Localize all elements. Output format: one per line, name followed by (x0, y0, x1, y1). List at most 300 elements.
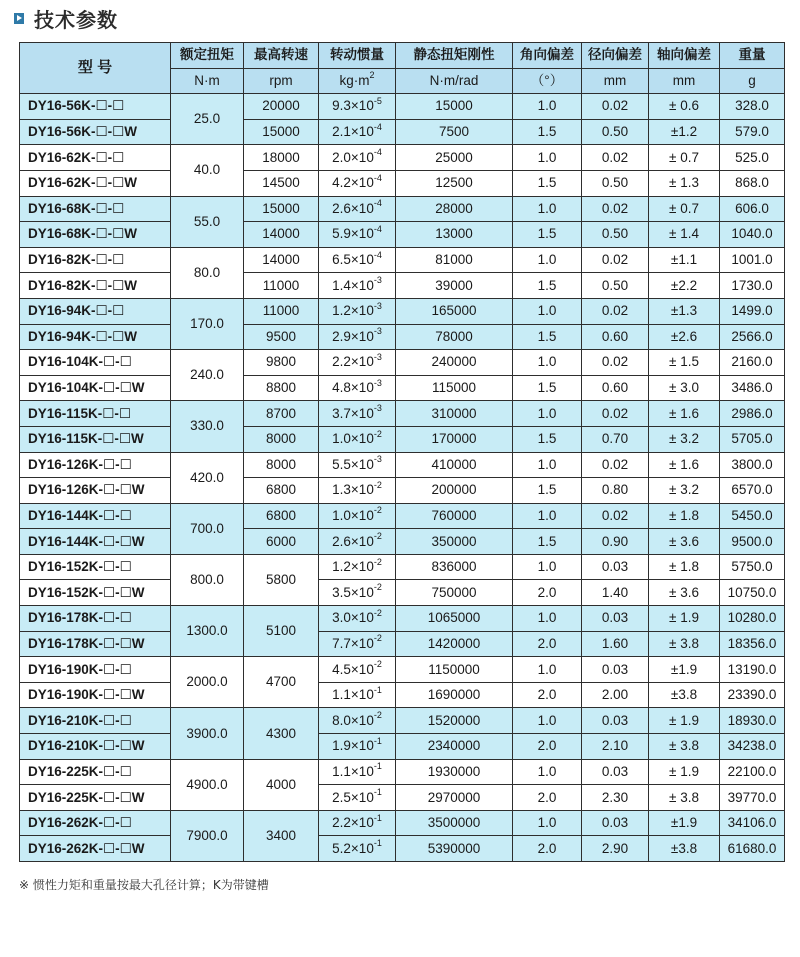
inertia-cell: $1.0\times 10^{-2}$ (319, 503, 396, 529)
model-cell: DY16-190K-☐-☐ (20, 657, 171, 683)
inertia-cell: $2.1\times 10^{-4}$ (319, 119, 396, 145)
torque-cell: 240.0 (171, 350, 244, 401)
angular-cell: 1.5 (513, 273, 582, 299)
angular-cell: 1.0 (513, 759, 582, 785)
header-axial: 轴向偏差 (649, 43, 720, 69)
table-row (20, 580, 785, 606)
stiffness-cell: 1420000 (396, 631, 513, 657)
weight-cell: 5450.0 (720, 503, 785, 529)
angular-cell: 1.0 (513, 298, 582, 324)
header-inertia: 转动惯量 (319, 43, 396, 69)
unit-weight: g (720, 68, 785, 94)
angular-cell: 1.0 (513, 401, 582, 427)
model-cell: DY16-82K-☐-☐ (20, 247, 171, 273)
model-cell: DY16-115K-☐-☐ (20, 401, 171, 427)
inertia-cell: $4.5\times 10^{-2}$ (319, 657, 396, 683)
axial-cell: ±3.8 (649, 682, 720, 708)
angular-cell: 1.0 (513, 810, 582, 836)
model-cell: DY16-178K-☐-☐W (20, 631, 171, 657)
inertia-cell: $2.6\times 10^{-2}$ (319, 529, 396, 555)
weight-cell: 579.0 (720, 119, 785, 145)
axial-cell: ± 3.6 (649, 580, 720, 606)
radial-cell: 0.02 (582, 350, 649, 376)
inertia-cell: $4.8\times 10^{-3}$ (319, 375, 396, 401)
inertia-cell: $9.3\times 10^{-5}$ (319, 94, 396, 120)
table-row (20, 170, 785, 196)
footnote: ※ 惯性力矩和重量按最大孔径计算；K为带键槽 (19, 878, 269, 892)
torque-cell: 7900.0 (171, 810, 244, 861)
axial-cell: ± 0.7 (649, 196, 720, 222)
inertia-cell: $1.3\times 10^{-2}$ (319, 478, 396, 504)
radial-cell: 0.50 (582, 222, 649, 248)
torque-cell: 80.0 (171, 247, 244, 298)
angular-cell: 1.0 (513, 503, 582, 529)
speed-cell: 5800 (244, 554, 319, 605)
model-cell: DY16-144K-☐-☐W (20, 529, 171, 555)
weight-cell: 2160.0 (720, 350, 785, 376)
torque-cell: 800.0 (171, 554, 244, 605)
axial-cell: ± 3.8 (649, 631, 720, 657)
table-row (20, 375, 785, 401)
radial-cell: 0.02 (582, 196, 649, 222)
unit-angular: （°） (513, 68, 582, 94)
radial-cell: 2.30 (582, 785, 649, 811)
model-cell: DY16-68K-☐-☐W (20, 222, 171, 248)
radial-cell: 0.60 (582, 324, 649, 350)
table-row (20, 631, 785, 657)
play-triangle-icon (14, 13, 24, 24)
stiffness-cell: 115000 (396, 375, 513, 401)
stiffness-cell: 165000 (396, 298, 513, 324)
stiffness-cell: 28000 (396, 196, 513, 222)
stiffness-cell: 1065000 (396, 606, 513, 632)
radial-cell: 0.50 (582, 119, 649, 145)
inertia-cell: $2.2\times 10^{-1}$ (319, 810, 396, 836)
radial-cell: 0.02 (582, 94, 649, 120)
table-row (20, 529, 785, 555)
torque-cell: 1300.0 (171, 606, 244, 657)
table-row (20, 657, 785, 683)
inertia-cell: $1.2\times 10^{-2}$ (319, 554, 396, 580)
model-cell: DY16-262K-☐-☐W (20, 836, 171, 862)
speed-cell: 11000 (244, 273, 319, 299)
axial-cell: ± 1.9 (649, 606, 720, 632)
table-row (20, 426, 785, 452)
weight-cell: 328.0 (720, 94, 785, 120)
torque-cell: 2000.0 (171, 657, 244, 708)
angular-cell: 1.0 (513, 247, 582, 273)
header-row (20, 43, 785, 69)
axial-cell: ± 1.9 (649, 759, 720, 785)
speed-cell: 8000 (244, 452, 319, 478)
table-row (20, 734, 785, 760)
stiffness-cell: 1150000 (396, 657, 513, 683)
unit-torque: N·m (171, 68, 244, 94)
torque-cell: 700.0 (171, 503, 244, 554)
table-row (20, 298, 785, 324)
speed-cell: 6800 (244, 478, 319, 504)
speed-cell: 8000 (244, 426, 319, 452)
inertia-cell: $2.6\times 10^{-4}$ (319, 196, 396, 222)
radial-cell: 0.03 (582, 708, 649, 734)
stiffness-cell: 836000 (396, 554, 513, 580)
table-row (20, 145, 785, 171)
table-row (20, 350, 785, 376)
model-cell: DY16-62K-☐-☐ (20, 145, 171, 171)
angular-cell: 1.5 (513, 119, 582, 145)
table-row (20, 554, 785, 580)
unit-speed: rpm (244, 68, 319, 94)
table-row (20, 247, 785, 273)
radial-cell: 2.10 (582, 734, 649, 760)
model-cell: DY16-152K-☐-☐W (20, 580, 171, 606)
weight-cell: 3486.0 (720, 375, 785, 401)
model-cell: DY16-56K-☐-☐ (20, 94, 171, 120)
weight-cell: 6570.0 (720, 478, 785, 504)
section-title (14, 4, 118, 32)
angular-cell: 1.5 (513, 426, 582, 452)
radial-cell: 0.02 (582, 298, 649, 324)
stiffness-cell: 170000 (396, 426, 513, 452)
model-cell: DY16-104K-☐-☐ (20, 350, 171, 376)
speed-cell: 9800 (244, 350, 319, 376)
model-cell: DY16-62K-☐-☐W (20, 170, 171, 196)
stiffness-cell: 1690000 (396, 682, 513, 708)
speed-cell: 14000 (244, 247, 319, 273)
angular-cell: 1.0 (513, 657, 582, 683)
section-title-text: 技术参数 (34, 7, 118, 32)
angular-cell: 2.0 (513, 836, 582, 862)
table-row (20, 836, 785, 862)
weight-cell: 39770.0 (720, 785, 785, 811)
speed-cell: 6000 (244, 529, 319, 555)
inertia-cell: $6.5\times 10^{-4}$ (319, 247, 396, 273)
weight-cell: 61680.0 (720, 836, 785, 862)
speed-cell: 4000 (244, 759, 319, 810)
table-row (20, 119, 785, 145)
header-speed: 最高转速 (244, 43, 319, 69)
inertia-cell: $5.5\times 10^{-3}$ (319, 452, 396, 478)
radial-cell: 0.50 (582, 170, 649, 196)
axial-cell: ± 1.8 (649, 503, 720, 529)
axial-cell: ± 1.4 (649, 222, 720, 248)
radial-cell: 0.02 (582, 452, 649, 478)
weight-cell: 10750.0 (720, 580, 785, 606)
model-cell: DY16-94K-☐-☐ (20, 298, 171, 324)
angular-cell: 1.5 (513, 529, 582, 555)
header-model: 型 号 (20, 43, 171, 94)
axial-cell: ±2.6 (649, 324, 720, 350)
angular-cell: 1.0 (513, 350, 582, 376)
axial-cell: ± 1.9 (649, 708, 720, 734)
radial-cell: 0.02 (582, 145, 649, 171)
table-row (20, 708, 785, 734)
speed-cell: 4300 (244, 708, 319, 759)
stiffness-cell: 1930000 (396, 759, 513, 785)
weight-cell: 3800.0 (720, 452, 785, 478)
stiffness-cell: 81000 (396, 247, 513, 273)
model-cell: DY16-210K-☐-☐ (20, 708, 171, 734)
stiffness-cell: 3500000 (396, 810, 513, 836)
header-radial: 径向偏差 (582, 43, 649, 69)
model-cell: DY16-56K-☐-☐W (20, 119, 171, 145)
weight-cell: 10280.0 (720, 606, 785, 632)
model-cell: DY16-178K-☐-☐ (20, 606, 171, 632)
stiffness-cell: 310000 (396, 401, 513, 427)
inertia-cell: $2.9\times 10^{-3}$ (319, 324, 396, 350)
unit-inertia: $kg\cdot m^2$ (319, 68, 396, 94)
stiffness-cell: 240000 (396, 350, 513, 376)
radial-cell: 2.90 (582, 836, 649, 862)
model-cell: DY16-94K-☐-☐W (20, 324, 171, 350)
model-cell: DY16-152K-☐-☐ (20, 554, 171, 580)
inertia-cell: $3.5\times 10^{-2}$ (319, 580, 396, 606)
spec-table (19, 42, 785, 862)
table-row (20, 452, 785, 478)
weight-cell: 18930.0 (720, 708, 785, 734)
radial-cell: 1.40 (582, 580, 649, 606)
torque-cell: 40.0 (171, 145, 244, 196)
speed-cell: 15000 (244, 196, 319, 222)
weight-cell: 9500.0 (720, 529, 785, 555)
axial-cell: ± 3.8 (649, 785, 720, 811)
weight-cell: 18356.0 (720, 631, 785, 657)
axial-cell: ±1.9 (649, 657, 720, 683)
radial-cell: 0.50 (582, 273, 649, 299)
radial-cell: 0.02 (582, 503, 649, 529)
weight-cell: 13190.0 (720, 657, 785, 683)
angular-cell: 2.0 (513, 734, 582, 760)
stiffness-cell: 39000 (396, 273, 513, 299)
axial-cell: ± 1.5 (649, 350, 720, 376)
speed-cell: 8700 (244, 401, 319, 427)
stiffness-cell: 13000 (396, 222, 513, 248)
angular-cell: 1.5 (513, 222, 582, 248)
angular-cell: 1.0 (513, 708, 582, 734)
inertia-cell: $1.9\times 10^{-1}$ (319, 734, 396, 760)
header-torque: 额定扭矩 (171, 43, 244, 69)
radial-cell: 0.03 (582, 606, 649, 632)
radial-cell: 1.60 (582, 631, 649, 657)
weight-cell: 606.0 (720, 196, 785, 222)
torque-cell: 25.0 (171, 94, 244, 145)
torque-cell: 420.0 (171, 452, 244, 503)
stiffness-cell: 200000 (396, 478, 513, 504)
angular-cell: 1.0 (513, 606, 582, 632)
weight-cell: 1001.0 (720, 247, 785, 273)
speed-cell: 18000 (244, 145, 319, 171)
table-row (20, 785, 785, 811)
axial-cell: ±2.2 (649, 273, 720, 299)
axial-cell: ± 1.8 (649, 554, 720, 580)
inertia-cell: $5.2\times 10^{-1}$ (319, 836, 396, 862)
unit-axial: mm (649, 68, 720, 94)
table-row (20, 606, 785, 632)
angular-cell: 1.0 (513, 145, 582, 171)
angular-cell: 2.0 (513, 785, 582, 811)
speed-cell: 4700 (244, 657, 319, 708)
weight-cell: 2986.0 (720, 401, 785, 427)
axial-cell: ±1.9 (649, 810, 720, 836)
speed-cell: 8800 (244, 375, 319, 401)
unit-stiffness: N·m/rad (396, 68, 513, 94)
table-row (20, 94, 785, 120)
stiffness-cell: 78000 (396, 324, 513, 350)
radial-cell: 0.70 (582, 426, 649, 452)
inertia-cell: $1.1\times 10^{-1}$ (319, 682, 396, 708)
speed-cell: 20000 (244, 94, 319, 120)
inertia-cell: $1.0\times 10^{-2}$ (319, 426, 396, 452)
angular-cell: 2.0 (513, 682, 582, 708)
angular-cell: 1.0 (513, 196, 582, 222)
model-cell: DY16-262K-☐-☐ (20, 810, 171, 836)
axial-cell: ± 0.6 (649, 94, 720, 120)
table-row (20, 273, 785, 299)
model-cell: DY16-126K-☐-☐W (20, 478, 171, 504)
torque-cell: 4900.0 (171, 759, 244, 810)
angular-cell: 1.5 (513, 375, 582, 401)
model-cell: DY16-225K-☐-☐ (20, 759, 171, 785)
axial-cell: ±1.2 (649, 119, 720, 145)
weight-cell: 2566.0 (720, 324, 785, 350)
stiffness-cell: 25000 (396, 145, 513, 171)
angular-cell: 1.0 (513, 94, 582, 120)
model-cell: DY16-82K-☐-☐W (20, 273, 171, 299)
inertia-cell: $4.2\times 10^{-4}$ (319, 170, 396, 196)
axial-cell: ± 3.0 (649, 375, 720, 401)
stiffness-cell: 2970000 (396, 785, 513, 811)
speed-cell: 15000 (244, 119, 319, 145)
radial-cell: 0.03 (582, 810, 649, 836)
radial-cell: 0.03 (582, 759, 649, 785)
model-cell: DY16-104K-☐-☐W (20, 375, 171, 401)
stiffness-cell: 15000 (396, 94, 513, 120)
speed-cell: 3400 (244, 810, 319, 861)
radial-cell: 0.03 (582, 554, 649, 580)
weight-cell: 1730.0 (720, 273, 785, 299)
angular-cell: 2.0 (513, 631, 582, 657)
angular-cell: 1.0 (513, 452, 582, 478)
stiffness-cell: 1520000 (396, 708, 513, 734)
speed-cell: 11000 (244, 298, 319, 324)
axial-cell: ±3.8 (649, 836, 720, 862)
torque-cell: 55.0 (171, 196, 244, 247)
stiffness-cell: 750000 (396, 580, 513, 606)
inertia-cell: $2.5\times 10^{-1}$ (319, 785, 396, 811)
angular-cell: 1.5 (513, 324, 582, 350)
radial-cell: 0.02 (582, 401, 649, 427)
table-row (20, 503, 785, 529)
speed-cell: 14500 (244, 170, 319, 196)
model-cell: DY16-126K-☐-☐ (20, 452, 171, 478)
weight-cell: 1040.0 (720, 222, 785, 248)
radial-cell: 2.00 (582, 682, 649, 708)
inertia-cell: $3.0\times 10^{-2}$ (319, 606, 396, 632)
radial-cell: 0.90 (582, 529, 649, 555)
inertia-cell: $2.2\times 10^{-3}$ (319, 350, 396, 376)
stiffness-cell: 410000 (396, 452, 513, 478)
axial-cell: ± 3.6 (649, 529, 720, 555)
model-cell: DY16-190K-☐-☐W (20, 682, 171, 708)
stiffness-cell: 2340000 (396, 734, 513, 760)
inertia-cell: $5.9\times 10^{-4}$ (319, 222, 396, 248)
weight-cell: 5750.0 (720, 554, 785, 580)
radial-cell: 0.80 (582, 478, 649, 504)
inertia-cell: $7.7\times 10^{-2}$ (319, 631, 396, 657)
inertia-cell: $3.7\times 10^{-3}$ (319, 401, 396, 427)
radial-cell: 0.03 (582, 657, 649, 683)
axial-cell: ± 1.3 (649, 170, 720, 196)
model-cell: DY16-210K-☐-☐W (20, 734, 171, 760)
header-stiffness: 静态扭矩刚性 (396, 43, 513, 69)
stiffness-cell: 5390000 (396, 836, 513, 862)
axial-cell: ± 3.8 (649, 734, 720, 760)
angular-cell: 1.5 (513, 170, 582, 196)
table-row (20, 478, 785, 504)
header-angular: 角向偏差 (513, 43, 582, 69)
inertia-cell: $1.1\times 10^{-1}$ (319, 759, 396, 785)
axial-cell: ±1.1 (649, 247, 720, 273)
inertia-cell: $8.0\times 10^{-2}$ (319, 708, 396, 734)
table-row (20, 324, 785, 350)
inertia-cell: $1.4\times 10^{-3}$ (319, 273, 396, 299)
torque-cell: 330.0 (171, 401, 244, 452)
stiffness-cell: 350000 (396, 529, 513, 555)
table-row (20, 222, 785, 248)
header-weight: 重量 (720, 43, 785, 69)
table-row (20, 401, 785, 427)
model-cell: DY16-68K-☐-☐ (20, 196, 171, 222)
table-row (20, 759, 785, 785)
weight-cell: 868.0 (720, 170, 785, 196)
angular-cell: 1.0 (513, 554, 582, 580)
unit-radial: mm (582, 68, 649, 94)
torque-cell: 170.0 (171, 298, 244, 349)
axial-cell: ± 1.6 (649, 401, 720, 427)
model-cell: DY16-144K-☐-☐ (20, 503, 171, 529)
weight-cell: 23390.0 (720, 682, 785, 708)
axial-cell: ± 1.6 (649, 452, 720, 478)
inertia-cell: $1.2\times 10^{-3}$ (319, 298, 396, 324)
stiffness-cell: 7500 (396, 119, 513, 145)
table-row (20, 810, 785, 836)
model-cell: DY16-225K-☐-☐W (20, 785, 171, 811)
radial-cell: 0.02 (582, 247, 649, 273)
weight-cell: 5705.0 (720, 426, 785, 452)
weight-cell: 1499.0 (720, 298, 785, 324)
axial-cell: ±1.3 (649, 298, 720, 324)
weight-cell: 34106.0 (720, 810, 785, 836)
table-row (20, 196, 785, 222)
axial-cell: ± 3.2 (649, 426, 720, 452)
weight-cell: 22100.0 (720, 759, 785, 785)
inertia-cell: $2.0\times 10^{-4}$ (319, 145, 396, 171)
angular-cell: 1.5 (513, 478, 582, 504)
stiffness-cell: 12500 (396, 170, 513, 196)
speed-cell: 5100 (244, 606, 319, 657)
model-cell: DY16-115K-☐-☐W (20, 426, 171, 452)
stiffness-cell: 760000 (396, 503, 513, 529)
weight-cell: 525.0 (720, 145, 785, 171)
table-row (20, 682, 785, 708)
speed-cell: 14000 (244, 222, 319, 248)
speed-cell: 9500 (244, 324, 319, 350)
axial-cell: ± 0.7 (649, 145, 720, 171)
speed-cell: 6800 (244, 503, 319, 529)
axial-cell: ± 3.2 (649, 478, 720, 504)
weight-cell: 34238.0 (720, 734, 785, 760)
torque-cell: 3900.0 (171, 708, 244, 759)
